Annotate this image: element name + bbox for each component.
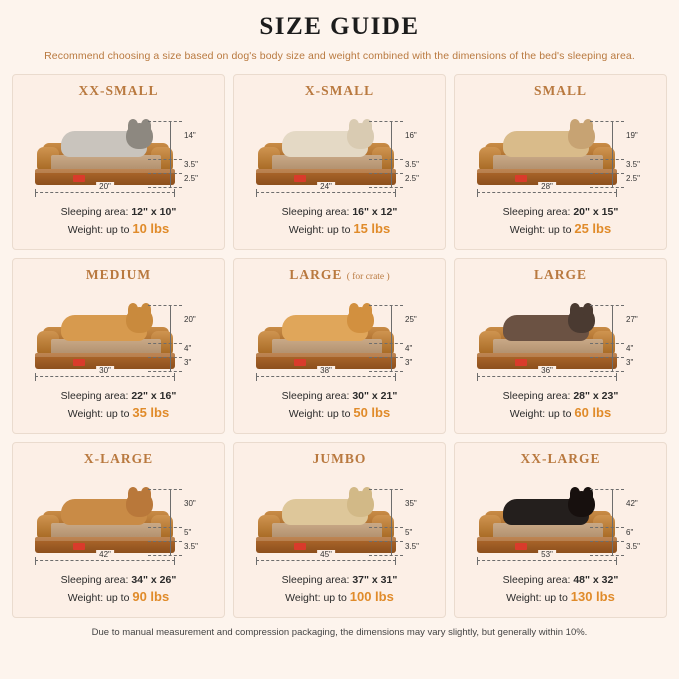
size-card-title xyxy=(305,83,374,99)
weight-row xyxy=(503,404,619,423)
bed-illustration xyxy=(461,287,660,385)
size-card xyxy=(233,74,446,250)
sleeping-area-row xyxy=(282,389,398,404)
weight-label: Weight: up to xyxy=(506,592,571,605)
dimension-bar xyxy=(391,489,392,555)
height-dimensions xyxy=(148,485,214,557)
base-height-label: 3.5" xyxy=(626,542,640,552)
dimension-cap xyxy=(477,557,478,565)
dimension-bar xyxy=(612,489,613,555)
dimension-cap xyxy=(35,557,36,565)
size-name: SMALL xyxy=(533,83,587,98)
brand-tag-icon xyxy=(73,359,85,366)
height-dimensions xyxy=(369,301,435,373)
dimension-bar xyxy=(612,121,613,187)
weight-row xyxy=(503,588,619,607)
weight-label: Weight: up to xyxy=(509,408,575,421)
base-height-label: 3" xyxy=(405,358,413,368)
size-card xyxy=(12,258,225,434)
base-height-label: 2.5" xyxy=(184,174,198,183)
bed-illustration xyxy=(461,103,660,201)
dimension-cap xyxy=(35,373,36,381)
dog-illustration xyxy=(282,307,368,341)
dog-ear xyxy=(128,303,138,315)
sleeping-area-value: 20" x 15" xyxy=(573,206,619,218)
dog-ear xyxy=(349,119,359,131)
dimension-tick xyxy=(148,159,182,160)
brand-tag-icon xyxy=(73,175,85,182)
width-dimension-line xyxy=(35,182,175,193)
dog-ear xyxy=(349,303,359,315)
base-height-label: 3" xyxy=(626,358,634,368)
dimension-tick xyxy=(369,305,403,306)
bed-illustration xyxy=(19,471,218,569)
mid-height-label: 4" xyxy=(405,344,413,354)
sleeping-area-label: Sleeping area: xyxy=(60,574,132,587)
dimension-tick xyxy=(590,527,624,528)
size-specs xyxy=(282,389,398,423)
sleeping-area-label: Sleeping area: xyxy=(502,390,574,403)
width-dimension-label: 53" xyxy=(538,550,556,559)
dimension-tick xyxy=(590,489,624,490)
mid-height-label: 6" xyxy=(626,528,634,538)
width-dimension-label: 45" xyxy=(317,550,335,559)
width-dimension-line xyxy=(35,366,175,377)
sleeping-area-value: 22" x 16" xyxy=(131,390,177,403)
dimension-tick xyxy=(148,173,182,174)
bed-illustration xyxy=(19,287,218,385)
weight-value: 50 lbs xyxy=(353,405,391,421)
weight-value: 100 lbs xyxy=(349,589,394,605)
sleeping-area-label: Sleeping area: xyxy=(502,206,574,218)
weight-value: 35 lbs xyxy=(132,405,170,421)
dimension-cap xyxy=(395,189,396,197)
bed-illustration xyxy=(240,103,439,201)
weight-label: Weight: up to xyxy=(67,592,133,605)
dimension-tick xyxy=(148,541,182,542)
dimension-tick xyxy=(590,343,624,344)
dimension-cap xyxy=(256,373,257,381)
sleeping-area-row xyxy=(282,573,398,588)
width-dimension-label: 24" xyxy=(317,182,335,191)
width-dimension-line xyxy=(256,550,396,561)
dimension-tick xyxy=(590,187,624,188)
dimension-tick xyxy=(369,489,403,490)
dimension-bar xyxy=(170,121,171,187)
dimension-cap xyxy=(395,557,396,565)
mid-height-label: 5" xyxy=(184,528,192,538)
weight-label: Weight: up to xyxy=(67,224,133,237)
back-height-label: 16" xyxy=(405,131,417,140)
size-specs xyxy=(61,573,177,607)
height-dimensions xyxy=(369,485,435,557)
sleeping-area-row xyxy=(61,389,177,404)
dog-illustration xyxy=(282,123,368,157)
size-name: JUMBO xyxy=(312,451,367,467)
size-specs xyxy=(282,573,398,607)
dimension-tick xyxy=(148,305,182,306)
dimension-bar xyxy=(391,305,392,371)
size-specs xyxy=(503,573,619,607)
sleeping-area-row xyxy=(503,389,619,404)
size-name: MEDIUM xyxy=(85,267,152,283)
height-dimensions xyxy=(590,485,656,557)
dimension-tick xyxy=(148,489,182,490)
dimension-tick xyxy=(590,371,624,372)
dimension-tick xyxy=(148,371,182,372)
width-dimension-line xyxy=(256,182,396,193)
brand-tag-icon xyxy=(515,543,527,550)
dimension-tick xyxy=(369,357,403,358)
height-dimensions xyxy=(148,301,214,373)
dimension-cap xyxy=(616,189,617,197)
sleeping-area-value: 34" x 26" xyxy=(131,574,177,587)
back-height-label: 19" xyxy=(626,131,638,140)
dimension-tick xyxy=(369,371,403,372)
sleeping-area-value: 37" x 31" xyxy=(352,574,398,587)
width-dimension-line xyxy=(477,366,617,377)
bed-illustration xyxy=(240,287,439,385)
bed-illustration xyxy=(240,471,439,569)
size-name: XX-LARGE xyxy=(520,451,601,467)
dog-illustration xyxy=(503,491,589,525)
weight-label: Weight: up to xyxy=(288,408,354,421)
weight-value: 10 lbs xyxy=(132,221,170,237)
weight-row xyxy=(282,404,398,423)
dimension-tick xyxy=(369,159,403,160)
brand-tag-icon xyxy=(515,359,527,366)
width-dimension-line xyxy=(35,550,175,561)
width-dimension-line xyxy=(477,550,617,561)
sleeping-area-value: 28" x 23" xyxy=(573,390,619,403)
dog-illustration xyxy=(61,491,147,525)
dimension-tick xyxy=(148,527,182,528)
size-name: X-SMALL xyxy=(304,83,375,98)
sleeping-area-label: Sleeping area: xyxy=(281,206,353,218)
dimension-tick xyxy=(148,121,182,122)
back-height-label: 20" xyxy=(184,315,196,325)
dimension-cap xyxy=(174,557,175,565)
base-height-label: 3.5" xyxy=(405,542,419,552)
dimension-cap xyxy=(477,373,478,381)
size-specs xyxy=(61,389,177,423)
size-card xyxy=(12,74,225,250)
dog-ear xyxy=(349,487,359,499)
size-note: ( for crate ) xyxy=(346,272,390,283)
sleeping-area-label: Sleeping area: xyxy=(281,574,353,587)
size-specs xyxy=(503,389,619,423)
size-name: LARGE xyxy=(289,267,343,283)
weight-row xyxy=(61,220,177,239)
size-card-title xyxy=(313,451,367,467)
dimension-tick xyxy=(590,121,624,122)
dimension-tick xyxy=(148,343,182,344)
size-card-title xyxy=(289,267,389,283)
dimension-tick xyxy=(590,555,624,556)
dimension-tick xyxy=(590,541,624,542)
bed-illustration xyxy=(461,471,660,569)
dimension-bar xyxy=(170,489,171,555)
mid-height-label: 3.5" xyxy=(184,160,198,169)
size-card xyxy=(12,442,225,618)
size-card xyxy=(454,258,667,434)
sleeping-area-value: 48" x 32" xyxy=(573,574,619,587)
dog-ear xyxy=(570,303,580,315)
dog-illustration xyxy=(61,123,147,157)
width-dimension-label: 42" xyxy=(96,550,114,559)
dimension-tick xyxy=(369,527,403,528)
dog-ear xyxy=(128,487,138,499)
base-height-label: 2.5" xyxy=(405,174,419,183)
brand-tag-icon xyxy=(515,175,527,182)
size-card xyxy=(233,258,446,434)
sleeping-area-row xyxy=(503,573,619,588)
dimension-cap xyxy=(256,189,257,197)
dog-illustration xyxy=(503,123,589,157)
dog-ear xyxy=(570,119,580,131)
sleeping-area-value: 16" x 12" xyxy=(352,206,398,218)
footer-note: Due to manual measurement and compression packaging, the dimensions may vary slightly, but generally within 10%. xyxy=(91,627,588,639)
weight-label: Weight: up to xyxy=(509,224,575,237)
brand-tag-icon xyxy=(73,543,85,550)
size-name: LARGE xyxy=(533,267,587,283)
height-dimensions xyxy=(590,117,656,189)
size-card-title xyxy=(78,83,158,99)
weight-value: 25 lbs xyxy=(574,221,612,237)
mid-height-label: 4" xyxy=(184,344,192,354)
sleeping-area-row xyxy=(61,573,177,588)
weight-row xyxy=(503,220,619,239)
dog-ear xyxy=(128,119,138,131)
dog-illustration xyxy=(503,307,589,341)
base-height-label: 3.5" xyxy=(184,542,198,552)
sleeping-area-label: Sleeping area: xyxy=(502,574,574,587)
width-dimension-label: 28" xyxy=(538,182,556,191)
sleeping-area-label: Sleeping area: xyxy=(60,390,132,403)
dog-illustration xyxy=(61,307,147,341)
page-title: SIZE GUIDE xyxy=(259,13,420,40)
back-height-label: 42" xyxy=(626,499,638,509)
width-dimension-label: 36" xyxy=(538,366,556,375)
back-height-label: 25" xyxy=(405,315,417,325)
dimension-bar xyxy=(612,305,613,371)
dimension-cap xyxy=(395,373,396,381)
height-dimensions xyxy=(148,117,214,189)
width-dimension-line xyxy=(477,182,617,193)
brand-tag-icon xyxy=(294,175,306,182)
width-dimension-label: 30" xyxy=(96,366,114,375)
dog-illustration xyxy=(282,491,368,525)
weight-row xyxy=(282,220,398,239)
size-card-title xyxy=(520,451,600,467)
size-card-grid xyxy=(0,62,679,618)
back-height-label: 35" xyxy=(405,499,417,509)
weight-label: Weight: up to xyxy=(67,408,133,421)
sleeping-area-row xyxy=(282,205,398,220)
weight-row xyxy=(282,588,398,607)
mid-height-label: 4" xyxy=(626,344,634,354)
dimension-cap xyxy=(616,373,617,381)
dimension-bar xyxy=(391,121,392,187)
dimension-tick xyxy=(148,357,182,358)
dimension-cap xyxy=(174,189,175,197)
size-card xyxy=(233,442,446,618)
dimension-tick xyxy=(590,159,624,160)
dimension-cap xyxy=(35,189,36,197)
size-specs xyxy=(61,205,177,239)
back-height-label: 27" xyxy=(626,315,638,325)
dimension-bar xyxy=(170,305,171,371)
weight-value: 130 lbs xyxy=(570,589,615,605)
dimension-tick xyxy=(369,343,403,344)
dimension-tick xyxy=(369,121,403,122)
weight-value: 90 lbs xyxy=(132,589,170,605)
weight-row xyxy=(61,588,177,607)
mid-height-label: 5" xyxy=(405,528,413,538)
size-name: X-LARGE xyxy=(83,451,154,467)
sleeping-area-value: 30" x 21" xyxy=(352,390,398,403)
dimension-tick xyxy=(590,173,624,174)
size-card xyxy=(454,74,667,250)
back-height-label: 30" xyxy=(184,499,196,509)
dimension-tick xyxy=(369,541,403,542)
size-card-title xyxy=(534,83,587,99)
back-height-label: 14" xyxy=(184,131,196,140)
mid-height-label: 3.5" xyxy=(405,160,419,169)
dimension-cap xyxy=(256,557,257,565)
sleeping-area-label: Sleeping area: xyxy=(281,390,353,403)
mid-height-label: 3.5" xyxy=(626,160,640,169)
dimension-tick xyxy=(148,555,182,556)
dimension-cap xyxy=(616,557,617,565)
width-dimension-line xyxy=(256,366,396,377)
height-dimensions xyxy=(369,117,435,189)
dimension-cap xyxy=(477,189,478,197)
weight-value: 15 lbs xyxy=(353,221,391,237)
dimension-tick xyxy=(369,173,403,174)
size-specs xyxy=(503,205,619,239)
base-height-label: 2.5" xyxy=(626,174,640,183)
dimension-tick xyxy=(148,187,182,188)
weight-label: Weight: up to xyxy=(288,224,354,237)
weight-row xyxy=(61,404,177,423)
weight-value: 60 lbs xyxy=(574,405,612,421)
width-dimension-label: 38" xyxy=(317,366,335,375)
size-specs xyxy=(282,205,398,239)
brand-tag-icon xyxy=(294,543,306,550)
dimension-tick xyxy=(590,305,624,306)
height-dimensions xyxy=(590,301,656,373)
width-dimension-label: 20" xyxy=(96,182,114,191)
size-card xyxy=(454,442,667,618)
bed-illustration xyxy=(19,103,218,201)
page-subtitle: Recommend choosing a size based on dog's body size and weight combined with the dimensions of the bed's sleeping area. xyxy=(44,50,635,62)
brand-tag-icon xyxy=(294,359,306,366)
dimension-tick xyxy=(369,187,403,188)
size-name: XX-SMALL xyxy=(78,83,159,98)
size-card-title xyxy=(86,267,151,283)
dog-ear xyxy=(570,487,580,499)
size-card-title xyxy=(84,451,153,467)
base-height-label: 3" xyxy=(184,358,192,368)
sleeping-area-value: 12" x 10" xyxy=(131,206,177,218)
weight-label: Weight: up to xyxy=(285,592,350,605)
dimension-cap xyxy=(174,373,175,381)
dimension-tick xyxy=(590,357,624,358)
size-card-title xyxy=(534,267,587,283)
sleeping-area-row xyxy=(503,205,619,220)
sleeping-area-row xyxy=(61,205,177,220)
sleeping-area-label: Sleeping area: xyxy=(60,206,132,218)
dimension-tick xyxy=(369,555,403,556)
